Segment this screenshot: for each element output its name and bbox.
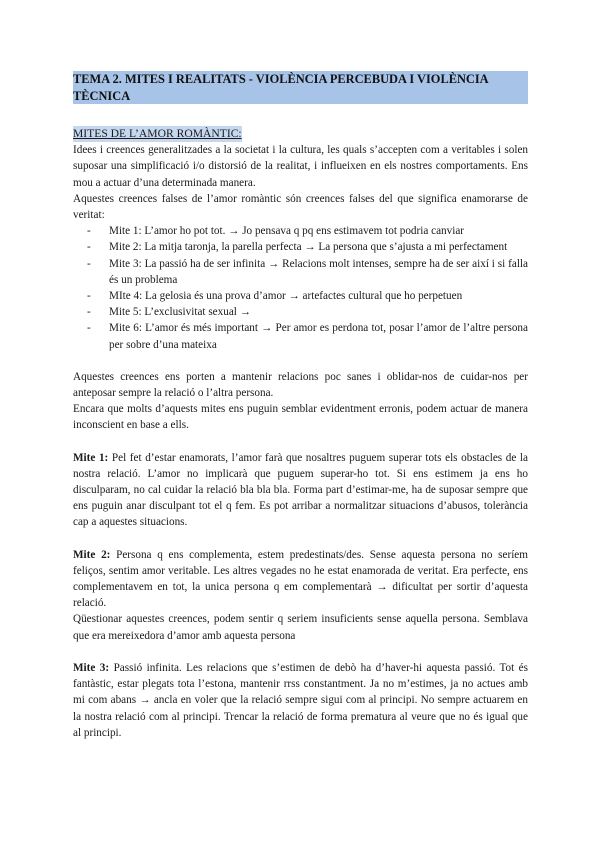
myth-item-6: - Mite 6: L’amor és més important → Per amor es perdona tot, posar l’amor de l’altre persona per sobre d’una mateixa — [87, 320, 528, 352]
mite2-paragraph — [73, 547, 528, 612]
mite2-label: Mite 2: — [73, 548, 111, 561]
mite2-text: Persona q ens complementa, estem predestinats/des. Sense aquesta persona no seríem feliços, sentim amor veritable. Les altres vegades no he estat enamorada de veritat. Era perfecte, ens complementavem en tot, la unica persona q em complementarà → dificultat per sortir d’aquesta relació. — [73, 548, 528, 610]
intro-paragraph: Idees i creences generalitzades a la societat i la cultura, les quals s’accepten com a veritables i solen suposar una simplificació i/o distorsió de la realitat, i influeixen en els nostres comportaments. Ens mou a actuar d’una determinada manera. — [73, 144, 528, 189]
intro-paragraph-2: Aquestes creences falses de l’amor romàntic són creences falses del que significa enamorarse de veritat: — [73, 192, 528, 222]
mite1-text: Pel fet d’estar enamorats, l’amor farà que nosaltres puguem superar tots els obstacles de la nostra relació. L’amor no implicarà que puguem superar-ho tot. Si ens estimem ja ens ho disculparam, no cal cuidar la relació bla bla bla. Forma part d’estimar-me, ha de suposar sempre que ens puguin anar disculpant tot el q fem. Es pot arribar a normalitzar situacions d’abusos, tolerància cap a aquestes situacions. — [73, 451, 528, 529]
spacer — [73, 353, 528, 369]
document-title — [73, 71, 528, 104]
mite3-label: Mite 3: — [73, 661, 110, 674]
section-heading: MITES DE L’AMOR ROMÀNTIC: — [73, 126, 242, 142]
myths-list — [73, 223, 528, 353]
mite1-label: Mite 1: — [73, 451, 109, 464]
consequence-paragraph-2: Encara que molts d’aquests mites ens puguin semblar evidentment erronis, podem actuar de manera inconscient en base a ells. — [73, 403, 528, 432]
myth-item-1: - Mite 1: L’amor ho pot tot. → Jo pensava q pq ens estimavem tot podria canviar — [87, 223, 528, 239]
myth-item-4: - MIte 4: La gelosia és una prova d’amor → artefactes cultural que ho perpetuen — [87, 288, 528, 304]
mite3-paragraph — [73, 660, 528, 741]
myth-item-3: - Mite 3: La passió ha de ser infinita → Relacions molt intenses, sempre ha de ser així i si falla és un problema — [87, 256, 528, 288]
mite1-paragraph — [73, 450, 528, 531]
document-title-text: TEMA 2. MITES I REALITATS - VIOLÈNCIA PERCEBUDA I VIOLÈNCIA TÈCNICA — [73, 72, 489, 103]
mite2-extra-paragraph: Qüestionar aquestes creences, podem sentir q seriem insuficients sense aquella persona. Semblava que era mereixedora d’amor amb aquesta persona — [73, 613, 528, 642]
consequence-paragraph: Aquestes creences ens porten a mantenir relacions poc sanes i oblidar-nos de cuidar-nos per anteposar sempre la relació o l’altra persona. — [73, 370, 528, 400]
document-page — [73, 71, 528, 741]
spacer — [73, 644, 528, 660]
spacer — [73, 434, 528, 450]
myth-item-5: - Mite 5: L’exclusivitat sexual → — [87, 304, 528, 320]
mite3-text: Passió infinita. Les relacions que s’estimen de debò ha d’haver-hi aquesta passió. Tot és fantàstic, estar plegats tota l’estona, mantenir rrss constantment. Ja no m’estimes, ja no actues amb mi com abans → ancla en voler que la relació sempre sigui com al principi. No sempre actuarem en la nostra relació com al principi. Trencar la relació de forma prematura al veure que no és igual que al principi. — [73, 661, 528, 739]
myth-item-2: - Mite 2: La mitja taronja, la parella perfecta → La persona que s’ajusta a mi perfectament — [87, 239, 528, 255]
spacer — [73, 531, 528, 547]
